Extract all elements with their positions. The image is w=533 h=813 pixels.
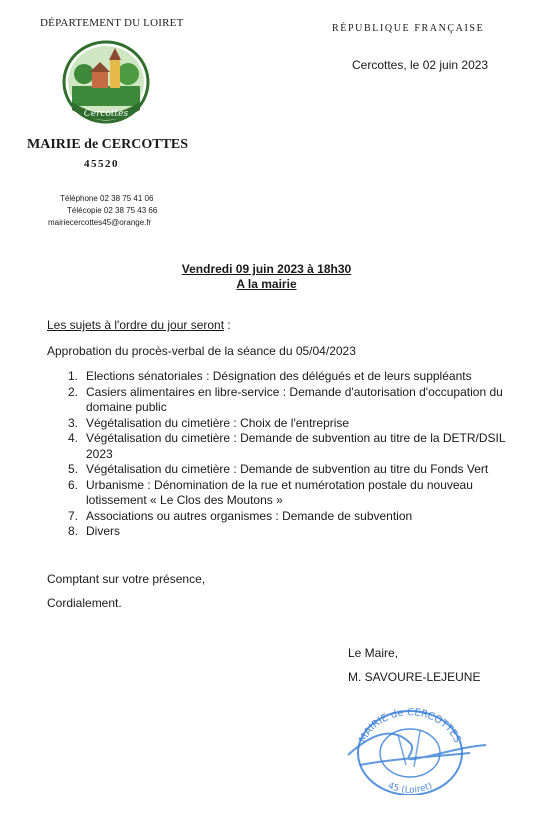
agenda-item-number: 3.	[68, 415, 79, 430]
agenda-item-text: Végétalisation du cimetière : Choix de l'entreprise	[86, 415, 350, 430]
agenda-item-number: 5.	[68, 462, 79, 476]
closing-line-1: Comptant sur votre présence,	[47, 572, 206, 586]
fax: Télécopie 02 38 75 43 66	[67, 206, 158, 215]
agenda-item	[68, 416, 528, 432]
agenda-item	[68, 509, 528, 525]
agenda-item	[68, 431, 528, 462]
agenda-item-text: Végétalisation du cimetière : Demande de subvention au titre de la DETR/DSIL 2023	[86, 431, 506, 461]
email: mairiecercottes45@orange.fr	[48, 218, 152, 227]
logo-text: Cercottes	[83, 109, 129, 119]
department-heading: DÉPARTEMENT DU LOIRET	[40, 17, 184, 29]
agenda-list	[68, 369, 528, 540]
meeting-place: A la mairie	[236, 277, 297, 291]
stamp-text-bottom: 45 (Loiret)	[386, 781, 434, 795]
meeting-date: Vendredi 09 juin 2023 à 18h30	[181, 262, 352, 276]
stamp-text-top: MAIRIE de CERCOTTES	[357, 707, 463, 745]
signature-name: M. SAVOURE-LEJEUNE	[348, 670, 481, 684]
agenda-intro-label: Les sujets à l'ordre du jour seront	[47, 318, 225, 332]
agenda-item-number: 7.	[68, 508, 79, 523]
closing-line-2: Cordialement.	[47, 596, 122, 610]
agenda-item-text: Divers	[86, 524, 121, 538]
mairie-name: MAIRIE de CERCOTTES	[27, 137, 189, 152]
republic-heading: RÉPUBLIQUE FRANÇAISE	[332, 23, 485, 34]
agenda-item-text: Casiers alimentaires en libre-service : Demande d'autorisation d'occupation du domaine public	[86, 384, 503, 414]
agenda-item-number: 6.	[68, 477, 79, 492]
agenda-intro	[47, 318, 231, 332]
commune-logo	[62, 40, 150, 124]
agenda-item	[68, 385, 528, 416]
agenda-item-text: Végétalisation du cimetière : Demande de subvention au titre du Fonds Vert	[86, 462, 489, 476]
agenda-intro-suffix: :	[224, 318, 231, 332]
agenda-item-number: 1.	[68, 369, 79, 383]
agenda-item-number: 8.	[68, 524, 79, 538]
agenda-item	[68, 462, 528, 478]
agenda-item-text: Associations ou autres organismes : Demande de subvention	[86, 508, 413, 523]
agenda-item-text: Urbanisme : Dénomination de la rue et numérotation postale du nouveau lotissement « Le Clos des Moutons »	[86, 477, 473, 507]
agenda-item	[68, 524, 528, 540]
agenda-item-text: Elections sénatoriales : Désignation des délégués et de leurs suppléants	[86, 369, 472, 383]
agenda-item-number: 4.	[68, 431, 79, 445]
mairie-stamp	[340, 695, 490, 795]
agenda-item	[68, 478, 528, 509]
approbation-line: Approbation du procès-verbal de la séance du 05/04/2023	[47, 344, 356, 358]
agenda-item	[68, 369, 528, 385]
place-date: Cercottes, le 02 juin 2023	[352, 58, 489, 72]
agenda-item-number: 2.	[68, 384, 79, 399]
signature-role: Le Maire,	[348, 646, 399, 660]
telephone: Téléphone 02 38 75 41 06	[60, 194, 154, 203]
postal-code: 45520	[84, 158, 119, 170]
